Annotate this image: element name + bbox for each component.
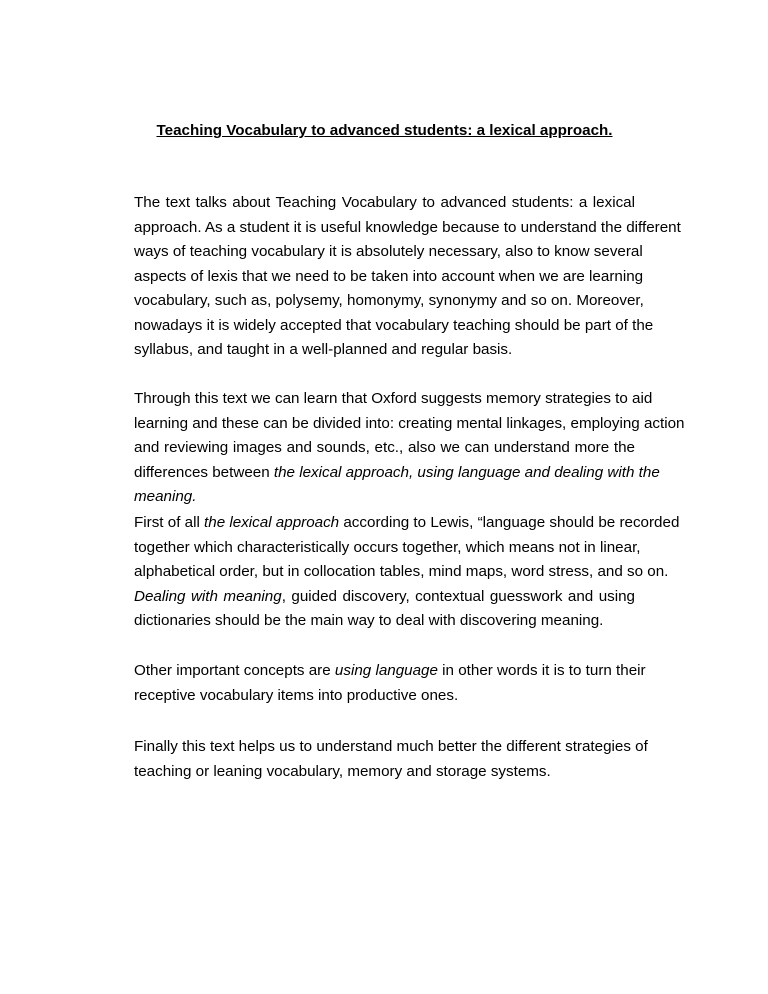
paragraph-line-mixed xyxy=(134,585,635,610)
paragraph-3 xyxy=(134,511,680,634)
paragraph-line: approach. As a student it is useful knowledge because to understand the different xyxy=(134,218,681,236)
paragraph-text: according to Lewis, “language should be recorded xyxy=(339,514,680,531)
paragraph-line: dictionaries should be the main way to deal with discovering meaning. xyxy=(134,612,604,629)
paragraph-5 xyxy=(134,735,648,784)
paragraph-line-mixed xyxy=(134,461,660,486)
paragraph-line: ways of teaching vocabulary it is absolutely necessary, also to know several xyxy=(134,243,643,260)
paragraph-line: teaching or leaning vocabulary, memory and storage systems. xyxy=(134,762,551,780)
italic-term: the lexical approach, using language and dealing with the xyxy=(273,463,660,481)
paragraph-line: aspects of lexis that we need to be taken into account when we are learning xyxy=(134,267,644,285)
italic-term: meaning. xyxy=(134,488,197,505)
italic-term: Dealing with meaning xyxy=(134,587,282,605)
paragraph-line: Finally this text helps us to understand much better the different strategies of xyxy=(134,738,648,755)
paragraph-line: syllabus, and taught in a well-planned and regular basis. xyxy=(134,341,513,358)
paragraph-text: Other important concepts are xyxy=(134,662,335,679)
paragraph-line-mixed xyxy=(134,659,646,684)
paragraph-line: and reviewing images and sounds, etc., also we can understand more the xyxy=(134,439,635,456)
paragraph-text: First of all xyxy=(134,514,205,531)
paragraph-text: in other words it is to turn their xyxy=(437,662,646,679)
paragraph-line: alphabetical order, but in collocation tables, mind maps, word stress, and so on. xyxy=(134,563,669,580)
paragraph-line: nowadays it is widely accepted that vocabulary teaching should be part of the xyxy=(134,316,654,334)
paragraph-2 xyxy=(134,387,685,510)
paragraph-text: differences between xyxy=(134,463,274,481)
italic-term: using language xyxy=(334,662,438,679)
paragraph-line: receptive vocabulary items into productive ones. xyxy=(134,686,459,704)
paragraph-line: learning and these can be divided into: creating mental linkages, employing action xyxy=(134,414,685,432)
paragraph-text: , guided discovery, contextual guesswork and using xyxy=(281,587,636,605)
document-title: Teaching Vocabulary to advanced students: a lexical approach. xyxy=(156,122,613,139)
paragraph-line: together which characteristically occurs together, which means not in linear, xyxy=(134,538,641,556)
paragraph-line: vocabulary, such as, polysemy, homonymy, synonymy and so on. Moreover, xyxy=(134,292,644,309)
italic-term: the lexical approach xyxy=(204,514,340,531)
paragraph-line: Through this text we can learn that Oxford suggests memory strategies to aid xyxy=(134,390,653,407)
paragraph-line: The text talks about Teaching Vocabulary to advanced students: a lexical xyxy=(134,194,635,211)
paragraph-line-mixed xyxy=(134,511,680,536)
paragraph-4 xyxy=(134,659,646,708)
paragraph-line xyxy=(134,485,635,510)
paragraph-1 xyxy=(134,191,681,363)
